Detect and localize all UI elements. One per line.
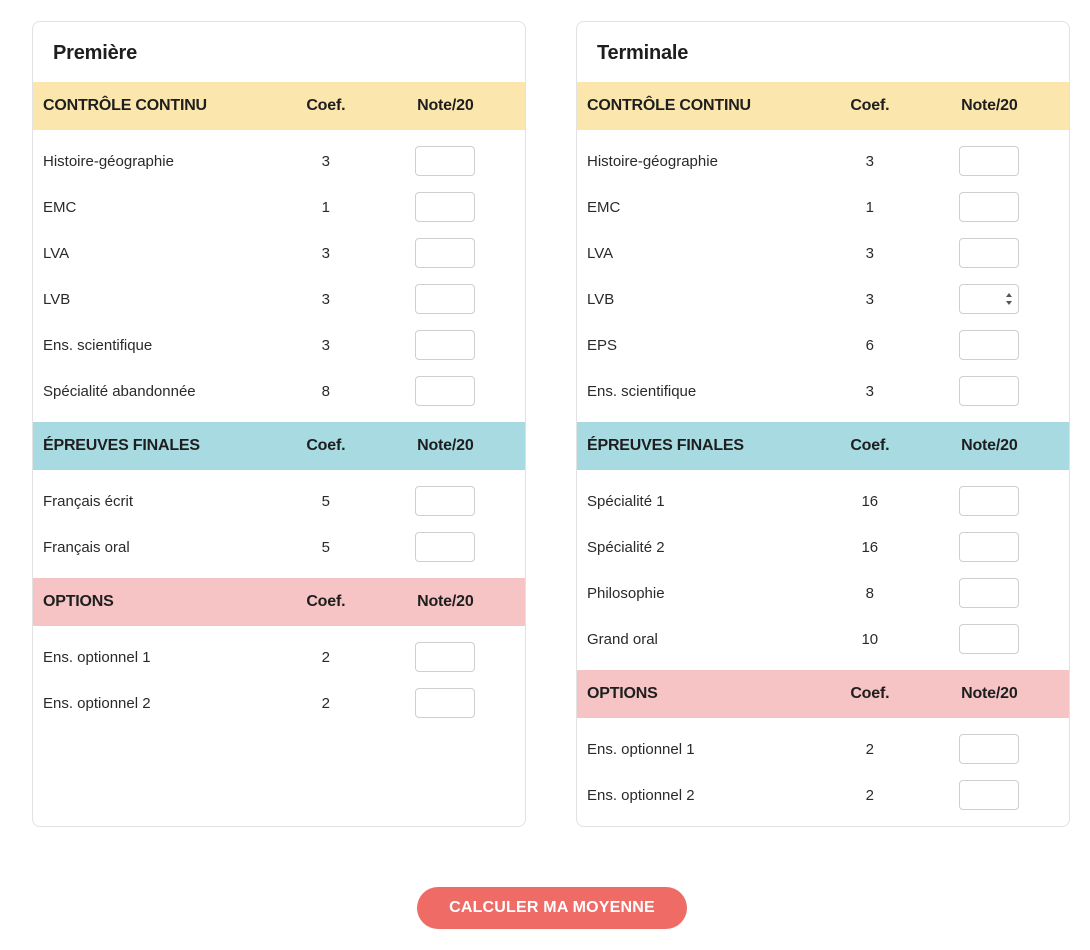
subject-name: Philosophie [587, 584, 665, 602]
grade-input[interactable] [959, 146, 1019, 176]
subject-coef: 16 [861, 538, 879, 556]
note-header: Note/20 [961, 685, 1018, 702]
grade-input[interactable] [415, 238, 475, 268]
subject-name: LVA [587, 244, 614, 262]
grade-input[interactable] [959, 578, 1019, 608]
note-header: Note/20 [417, 593, 474, 610]
subject-row [577, 524, 1069, 570]
subject-coef: 2 [321, 648, 330, 666]
premiere-card [32, 21, 526, 827]
subject-row [577, 138, 1069, 184]
grade-input[interactable] [959, 734, 1019, 764]
subject-name: EMC [587, 198, 621, 216]
subject-name: Ens. optionnel 1 [43, 648, 151, 666]
subject-coef: 3 [321, 244, 330, 262]
section-rows [577, 130, 1069, 422]
subject-coef: 2 [321, 694, 330, 712]
grade-input[interactable] [959, 532, 1019, 562]
grade-input[interactable] [959, 486, 1019, 516]
subject-coef: 8 [321, 382, 330, 400]
section-title: ÉPREUVES FINALES [587, 437, 744, 454]
section-rows [33, 470, 525, 578]
grade-input[interactable] [959, 376, 1019, 406]
subject-row [577, 726, 1069, 772]
subject-name: Ens. optionnel 2 [587, 786, 695, 804]
subject-name: Histoire-géographie [43, 152, 174, 170]
grade-input[interactable] [959, 624, 1019, 654]
card-title: Première [53, 42, 138, 64]
grade-input[interactable] [959, 780, 1019, 810]
subject-row [577, 184, 1069, 230]
section-header-controle-continu [577, 82, 1069, 130]
section-rows [33, 130, 525, 422]
subject-row [577, 772, 1069, 818]
section-title: OPTIONS [43, 593, 114, 610]
note-header: Note/20 [417, 97, 474, 114]
subject-coef: 1 [865, 198, 874, 216]
subject-name: LVB [43, 290, 71, 308]
subject-name: EPS [587, 336, 618, 354]
subject-row [577, 478, 1069, 524]
subject-row [33, 276, 525, 322]
subject-row [33, 478, 525, 524]
subject-row [33, 138, 525, 184]
grade-input[interactable] [415, 486, 475, 516]
subject-row [33, 322, 525, 368]
grade-input[interactable] [415, 146, 475, 176]
subject-coef: 10 [861, 630, 879, 648]
subject-row [33, 230, 525, 276]
section-title: CONTRÔLE CONTINU [43, 97, 207, 114]
subject-coef: 1 [321, 198, 330, 216]
subject-coef: 3 [865, 290, 874, 308]
subject-name: Histoire-géographie [587, 152, 718, 170]
section-header-options [33, 578, 525, 626]
calculate-average-button[interactable]: CALCULER MA MOYENNE [417, 887, 687, 929]
subject-name: EMC [43, 198, 77, 216]
subject-row [33, 524, 525, 570]
subject-coef: 2 [865, 740, 874, 758]
subject-row [577, 570, 1069, 616]
grade-input[interactable] [959, 284, 1019, 314]
coef-header: Coef. [306, 437, 346, 454]
subject-coef: 3 [865, 382, 874, 400]
section-header-epreuves-finales [577, 422, 1069, 470]
card-title: Terminale [597, 42, 689, 64]
note-header: Note/20 [961, 437, 1018, 454]
grade-input[interactable] [415, 688, 475, 718]
section-title: ÉPREUVES FINALES [43, 437, 200, 454]
section-title: CONTRÔLE CONTINU [587, 97, 751, 114]
subject-row [33, 368, 525, 414]
grade-input[interactable] [415, 330, 475, 360]
grade-input[interactable] [959, 238, 1019, 268]
subject-coef: 3 [321, 290, 330, 308]
subject-row [33, 634, 525, 680]
subject-row [577, 230, 1069, 276]
subject-name: Spécialité 2 [587, 538, 665, 556]
grade-input[interactable] [415, 376, 475, 406]
subject-name: Spécialité abandonnée [43, 382, 196, 400]
subject-name: Français oral [43, 538, 130, 556]
subject-name: LVB [587, 290, 615, 308]
grade-input[interactable] [959, 330, 1019, 360]
section-rows [33, 626, 525, 734]
subject-row [33, 680, 525, 726]
grade-stepper [959, 284, 1019, 314]
note-header: Note/20 [417, 437, 474, 454]
subject-name: Spécialité 1 [587, 492, 665, 510]
subject-name: Ens. optionnel 2 [43, 694, 151, 712]
subject-name: Ens. scientifique [43, 336, 153, 354]
subject-name: Ens. optionnel 1 [587, 740, 695, 758]
subject-coef: 16 [861, 492, 879, 510]
subject-row [33, 184, 525, 230]
subject-row [577, 368, 1069, 414]
coef-header: Coef. [850, 97, 890, 114]
subject-name: LVA [43, 244, 70, 262]
section-header-options [577, 670, 1069, 718]
coef-header: Coef. [306, 97, 346, 114]
note-header: Note/20 [961, 97, 1018, 114]
subject-coef: 3 [865, 152, 874, 170]
terminale-card [576, 21, 1070, 827]
grade-input[interactable] [415, 192, 475, 222]
grade-input[interactable] [415, 532, 475, 562]
coef-header: Coef. [850, 437, 890, 454]
section-title: OPTIONS [587, 685, 658, 702]
subject-coef: 8 [865, 584, 874, 602]
coef-header: Coef. [306, 593, 346, 610]
section-rows [577, 718, 1069, 826]
subject-row [577, 616, 1069, 662]
subject-row [577, 276, 1069, 322]
section-header-epreuves-finales [33, 422, 525, 470]
subject-coef: 6 [865, 336, 874, 354]
grade-input[interactable] [415, 284, 475, 314]
subject-name: Ens. scientifique [587, 382, 697, 400]
subject-row [577, 322, 1069, 368]
section-header-controle-continu [33, 82, 525, 130]
subject-coef: 3 [321, 152, 330, 170]
subject-coef: 5 [321, 538, 330, 556]
grade-input[interactable] [959, 192, 1019, 222]
coef-header: Coef. [850, 685, 890, 702]
subject-name: Grand oral [587, 630, 658, 648]
grade-input[interactable] [415, 642, 475, 672]
subject-coef: 5 [321, 492, 330, 510]
subject-coef: 2 [865, 786, 874, 804]
subject-coef: 3 [865, 244, 874, 262]
subject-coef: 3 [321, 336, 330, 354]
subject-name: Français écrit [43, 492, 134, 510]
section-rows [577, 470, 1069, 670]
